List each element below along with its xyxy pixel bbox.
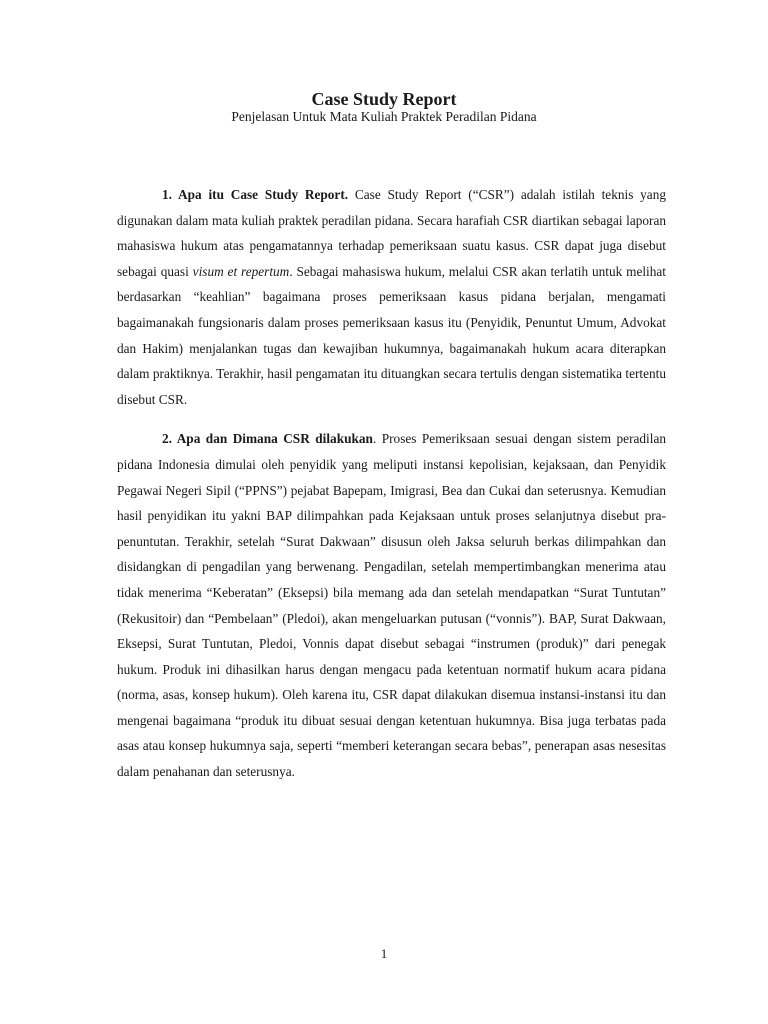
section-text-1a: Case Study Report (“CSR”) adalah istilah teknis yang digunakan dalam mata kuliah praktek peradilan pidana. Secara harafiah CSR diartikan sebagai laporan mahasiswa hukum atas pengamatannya terhadap pemeriksaan suatu kasus. CSR dapat juga disebut sebagai quasi — [117, 187, 666, 279]
section-paragraph-2 — [117, 426, 666, 784]
section-text-2a: . Proses Pemeriksaan sesuai dengan sistem peradilan pidana Indonesia dimulai oleh penyidik yang meliputi instansi kepolisian, kejaksaan, dan Penyidik Pegawai Negeri Sipil (“PPNS”) pejabat Bapepam, Imigrasi, Bea dan Cukai dan seterusnya. Kemudian hasil penyidikan itu yakni BAP dilimpahkan pada Kejaksaan untuk proses selanjutnya disebut pra-penuntutan. Terakhir, setelah “Surat Dakwaan” disusun oleh Jaksa seluruh berkas dilimpahkan dan disidangkan di pengadilan yang berwenang. Pengadilan, setelah mempertimbangkan menerima atau tidak menerima “Keberatan” (Eksepsi) bila memang ada dan setelah mendapatkan “Surat Tuntutan” (Rekusitoir) dan “Pembelaan” (Pledoi), akan mengeluarkan putusan (“vonnis”). BAP, Surat Dakwaan, Eksepsi, Surat Tuntutan, Pledoi, Vonnis dapat disebut sebagai “instrumen (produk)” dari penegak hukum. Produk ini dihasilkan harus dengan mengacu pada ketentuan normatif hukum acara pidana (norma, asas, konsep hukum). Oleh karena itu, CSR dapat dilakukan disemua instansi-instansi itu dan mengenai bagaimana “produk itu dibuat sesuai dengan ketentuan hukumnya. Bisa juga terbatas pada asas atau konsep hukumnya saja, seperti “memberi keterangan secara bebas”, penerapan asas nesesitas dalam penahanan dan seterusnya. — [117, 431, 666, 780]
document-body — [117, 182, 666, 799]
page-number: 1 — [380, 946, 388, 961]
section-emphasis-1: visum et repertum — [192, 263, 290, 279]
section-heading-1: 1. Apa itu Case Study Report. — [162, 187, 349, 202]
page-title: Case Study Report — [311, 89, 457, 109]
section-heading-2: 2. Apa dan Dimana CSR dilakukan — [162, 431, 373, 447]
section-text-1b: . Sebagai mahasiswa hukum, melalui CSR akan terlatih untuk melihat berdasarkan “keahlian” bagaimana proses pemeriksaan kasus pidana berjalan, mengamati bagaimanakah fungsionaris dalam proses pemeriksaan kasus itu (Penyidik, Penuntut Umum, Advokat dan Hakim) menjalankan tugas dan kewajiban hukumnya, bagaimanakah hukum acara diterapkan dalam praktiknya. Terakhir, hasil pengamatan itu dituangkan secara tertulis dengan sistematika tertentu disebut CSR. — [117, 263, 666, 407]
section-paragraph-1 — [117, 182, 666, 412]
page-subtitle: Penjelasan Untuk Mata Kuliah Praktek Peradilan Pidana — [231, 109, 537, 124]
